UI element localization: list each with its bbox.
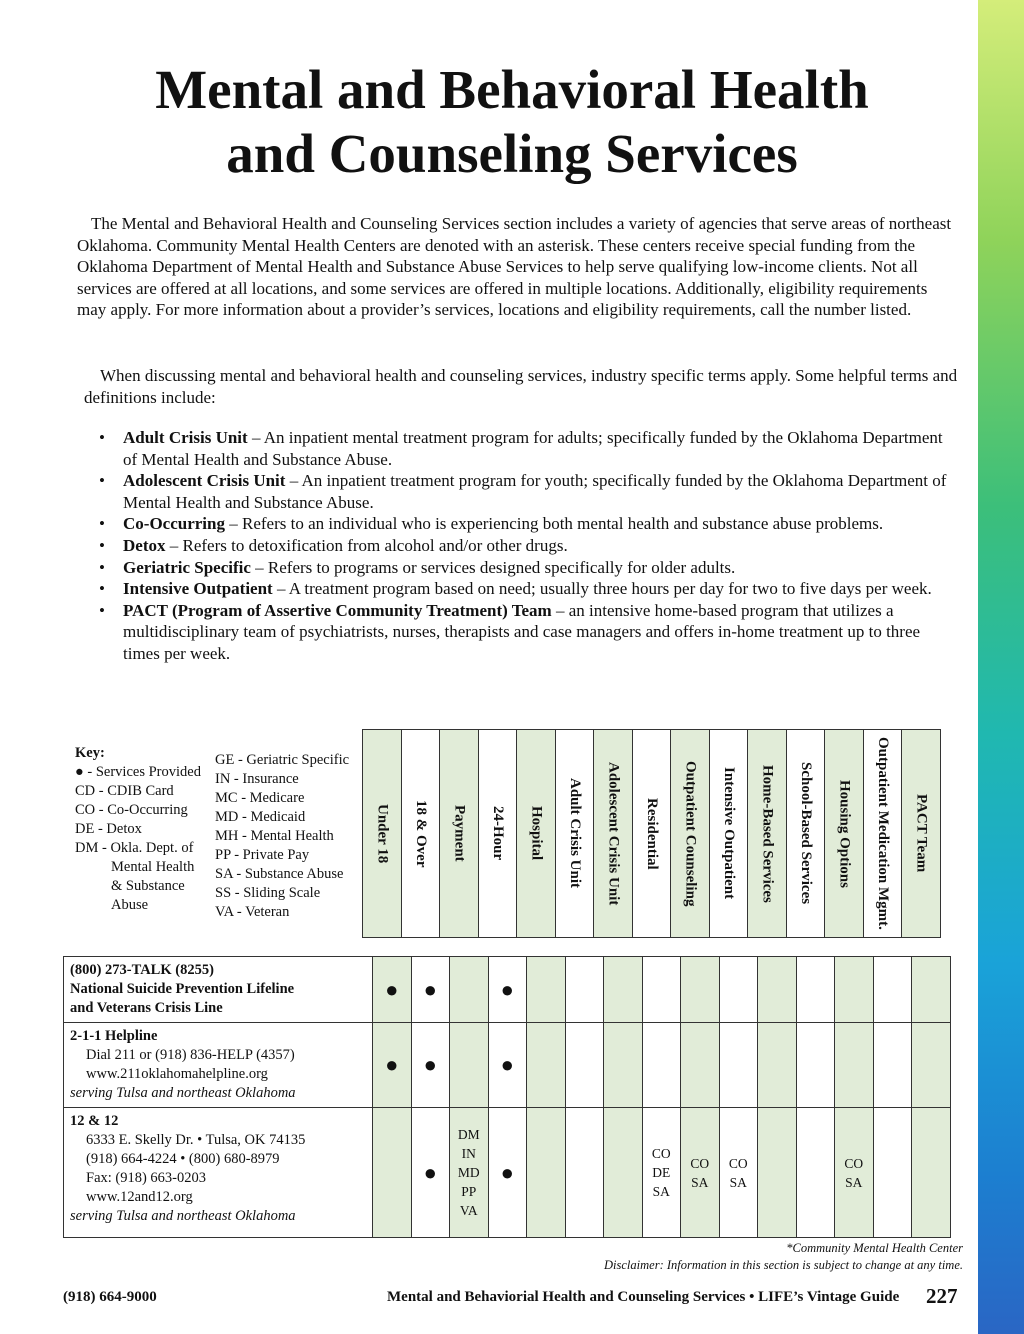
service-provided-dot-icon: ● (423, 1052, 437, 1077)
key-entry: MH - Mental Health (215, 828, 334, 844)
service-code: CO SA (844, 1155, 864, 1190)
column-header (555, 730, 594, 938)
definition-text: – A treatment program based on need; usually three hours per day for two to five days per week. (272, 579, 932, 599)
service-cell (719, 1023, 758, 1108)
definition-term: Adult Crisis Unit (123, 428, 248, 447)
service-provided-dot-icon: ● (500, 976, 514, 1002)
definition-item (95, 513, 955, 535)
provider-contact-line: (918) 664-4224 • (800) 680-8979 (86, 1151, 280, 1167)
column-header (440, 730, 479, 938)
key-legend-column-2 (215, 751, 349, 922)
service-cell (488, 957, 527, 1023)
service-cell (873, 1023, 912, 1108)
service-cell (642, 957, 681, 1023)
column-header (517, 730, 556, 938)
column-header (863, 730, 902, 938)
decorative-side-stripe (978, 0, 1024, 1334)
service-cell (912, 1023, 951, 1108)
definition-term: PACT (Program of Assertive Community Treatment) Team (123, 600, 552, 620)
service-cell (373, 1023, 412, 1108)
service-cell (642, 1023, 681, 1108)
key-heading: Key: (75, 745, 105, 761)
service-cell (758, 1108, 797, 1238)
definition-item (95, 427, 955, 470)
provider-contact-line: 6333 E. Skelly Dr. • Tulsa, OK 74135 (86, 1132, 306, 1148)
intro-paragraph: The Mental and Behavioral Health and Counseling Services section includes a variety of agencies that serve areas of northeast Oklahoma. Community Mental Health Centers are denoted with an asterisk. These centers receive special funding from the Oklahoma Department of Mental Health and Substance Abuse Services to help serve qualifying low-income clients. Not all services are offered at all locations, and some services are offered in multiple locations. Additionally, eligibility requirements may apply. For more information about a provider’s services, locations and eligibility requirements, call the number listed. (77, 214, 952, 320)
service-cell (565, 957, 604, 1023)
column-header (748, 730, 787, 938)
service-cell (835, 957, 874, 1023)
service-cell (758, 1023, 797, 1108)
service-cell (411, 957, 450, 1023)
key-entry: SS - Sliding Scale (215, 885, 321, 901)
definition-term: Co-Occurring (123, 514, 225, 534)
service-provided-dot-icon: ● (500, 1052, 514, 1077)
provider-contact-line: Dial 211 or (918) 836-HELP (4357) (86, 1047, 295, 1063)
service-cell (681, 1108, 720, 1238)
service-cell (912, 1108, 951, 1238)
service-cell (604, 1023, 643, 1108)
key-entry: GE - Geriatric Specific (215, 752, 350, 768)
column-header-label: Adolescent Crisis Unit (605, 761, 622, 906)
column-header-label: School-Based Services (797, 762, 814, 905)
column-header (363, 730, 402, 938)
provider-name: National Suicide Prevention Lifeline (70, 981, 295, 997)
service-column-headers (362, 729, 941, 938)
column-header-label: Hospital (528, 806, 545, 861)
provider-contact-line: Fax: (918) 663-0203 (86, 1170, 207, 1186)
key-entry: DE - Detox (75, 821, 142, 837)
provider-service-area: serving Tulsa and northeast Oklahoma (70, 1208, 296, 1224)
column-header (786, 730, 825, 938)
column-header-label: Outpatient Medication Mgmt. (874, 737, 891, 930)
service-provided-dot-icon: ● (385, 976, 399, 1002)
key-entry: ● - Services Provided (75, 764, 201, 780)
footnote-disclaimer: Disclaimer: Information in this section is subject to change at any time. (604, 1258, 963, 1272)
column-header-label: Outpatient Counseling (682, 760, 699, 907)
column-header-label: Residential (643, 797, 660, 870)
provider-info (64, 1108, 373, 1238)
column-header-label: Under 18 (374, 803, 391, 864)
service-cell (835, 1023, 874, 1108)
key-entry: MD - Medicaid (215, 809, 306, 825)
service-cell (873, 1108, 912, 1238)
definition-text: – An inpatient mental treatment program for adults; specifically funded by the Oklahoma Department of Mental Health and Substance Abuse. (123, 428, 943, 469)
bullet-icon: • (99, 579, 105, 599)
column-header (709, 730, 748, 938)
definition-text: – Refers to an individual who is experiencing both mental health and substance abuse problems. (224, 514, 884, 534)
column-header-label: Adult Crisis Unit (566, 778, 583, 889)
key-entry: SA - Substance Abuse (215, 866, 344, 882)
definition-term: Geriatric Specific (123, 557, 251, 577)
provider-row (64, 1108, 951, 1238)
provider-name: 12 & 12 (70, 1113, 119, 1129)
service-cell (758, 957, 797, 1023)
provider-info (64, 957, 373, 1023)
service-cell (835, 1108, 874, 1238)
bullet-icon: • (99, 535, 105, 555)
key-entry: IN - Insurance (215, 771, 299, 787)
service-cell (527, 957, 566, 1023)
column-header-label: 24-Hour (489, 806, 506, 861)
provider-name: 2-1-1 Helpline (70, 1028, 158, 1044)
key-entry: DM - Okla. Dept. of (75, 840, 194, 856)
definition-text: – Refers to programs or services designed specifically for older adults. (250, 557, 736, 577)
definition-item (95, 470, 955, 513)
service-cell (450, 957, 489, 1023)
service-cell (565, 1023, 604, 1108)
definition-item (95, 557, 955, 579)
column-header (825, 730, 864, 938)
service-cell (681, 957, 720, 1023)
service-cell (411, 1108, 450, 1238)
definition-term: Intensive Outpatient (123, 579, 273, 599)
page-number: 227 (926, 1284, 958, 1308)
service-cell (411, 1023, 450, 1108)
service-cell (488, 1023, 527, 1108)
key-entry: CD - CDIB Card (75, 783, 174, 799)
key-entry: VA - Veteran (215, 904, 290, 920)
column-header-label: Intensive Outpatient (720, 767, 737, 900)
provider-row (64, 1023, 951, 1108)
service-cell (912, 957, 951, 1023)
service-code: DM IN MD PP VA (457, 1127, 480, 1218)
key-entry: MC - Medicare (215, 790, 305, 806)
bullet-icon: • (99, 514, 105, 534)
column-header (478, 730, 517, 938)
provider-info (64, 1023, 373, 1108)
key-entry-continued: & Substance (111, 878, 185, 894)
service-cell (681, 1023, 720, 1108)
footer-title: Mental and Behaviorial Health and Counseling Services • LIFE’s Vintage Guide (387, 1289, 900, 1305)
definition-text: – Refers to detoxification from alcohol and/or other drugs. (165, 535, 568, 555)
column-header (632, 730, 671, 938)
provider-contact-line: www.211oklahomahelpline.org (86, 1066, 268, 1082)
key-entry-continued: Abuse (111, 897, 149, 913)
service-cell (719, 1108, 758, 1238)
key-entry: CO - Co-Occurring (75, 802, 188, 818)
provider-contact-line: www.12and12.org (86, 1189, 193, 1205)
definition-term: Adolescent Crisis Unit (123, 471, 286, 491)
provider-name: (800) 273-TALK (8255) (70, 962, 214, 978)
service-code: CO DE SA (651, 1146, 671, 1199)
provider-service-area: serving Tulsa and northeast Oklahoma (70, 1085, 296, 1101)
service-cell (719, 957, 758, 1023)
bullet-icon: • (99, 428, 105, 447)
service-cell (796, 1023, 835, 1108)
service-code: CO SA (728, 1155, 748, 1190)
service-cell (373, 1108, 412, 1238)
column-header-label: PACT Team (913, 794, 930, 873)
key-entry: PP - Private Pay (215, 847, 310, 863)
service-cell (527, 1108, 566, 1238)
footer-phone: (918) 664-9000 (63, 1289, 157, 1305)
provider-name: and Veterans Crisis Line (70, 1000, 223, 1016)
service-provided-dot-icon: ● (423, 976, 437, 1002)
service-provided-dot-icon: ● (423, 1159, 437, 1185)
definition-item (95, 600, 955, 665)
column-header (594, 730, 633, 938)
column-header (401, 730, 440, 938)
definition-text: – An inpatient treatment program for youth; specifically funded by the Oklahoma Department of Mental Health and Substance Abuse. (123, 471, 947, 512)
bullet-icon: • (99, 471, 105, 491)
service-code: CO SA (690, 1155, 710, 1190)
bullet-icon: • (99, 600, 105, 620)
bullet-icon: • (99, 557, 105, 577)
service-cell (373, 957, 412, 1023)
definition-item (95, 578, 955, 600)
terms-intro-paragraph: When discussing mental and behavioral health and counseling services, industry specific terms apply. Some helpful terms and definitions include: (84, 366, 958, 407)
definition-term: Detox (123, 535, 166, 555)
definition-text: – an intensive home-based program that utilizes a multidisciplinary team of psychiatrists, nurses, therapists and case managers and offers in-home treatment up to three times per week. (123, 600, 921, 663)
service-cell (527, 1023, 566, 1108)
key-legend (75, 744, 215, 915)
column-header (671, 730, 710, 938)
service-cell (873, 957, 912, 1023)
service-cell (642, 1108, 681, 1238)
definition-item (95, 535, 955, 557)
service-provided-dot-icon: ● (385, 1052, 399, 1077)
column-header-label: Home-Based Services (759, 764, 776, 903)
column-header (902, 730, 941, 938)
definitions-list (95, 427, 955, 665)
service-provided-dot-icon: ● (500, 1159, 514, 1185)
column-header-label: Housing Options (836, 779, 853, 888)
service-cell (604, 957, 643, 1023)
page-title: Mental and Behavioral Health and Counseling Services (155, 59, 869, 184)
service-cell (796, 1108, 835, 1238)
column-header-label: Payment (451, 805, 468, 862)
service-cell (796, 957, 835, 1023)
provider-table (63, 956, 951, 1238)
service-cell (488, 1108, 527, 1238)
service-cell (450, 1108, 489, 1238)
column-header-label: 18 & Over (412, 799, 429, 868)
service-cell (450, 1023, 489, 1108)
service-cell (604, 1108, 643, 1238)
footnote-cmhc: *Community Mental Health Center (786, 1241, 963, 1255)
provider-row (64, 957, 951, 1023)
service-cell (565, 1108, 604, 1238)
key-entry-continued: Mental Health (111, 859, 195, 875)
